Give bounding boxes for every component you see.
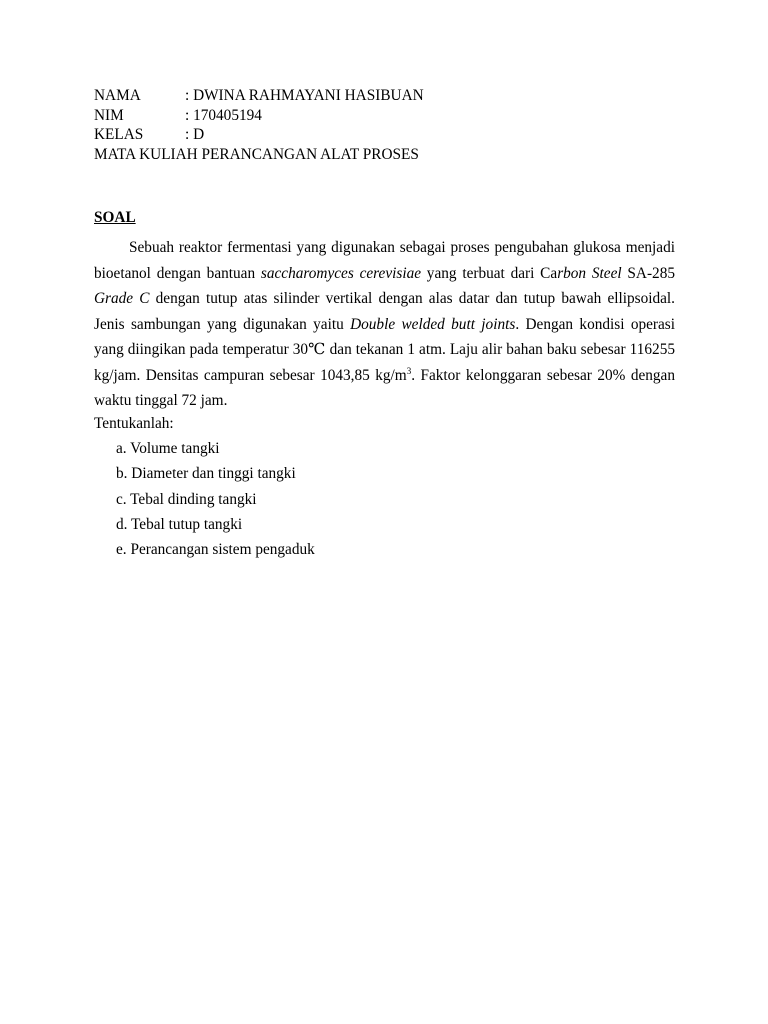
nim-label: NIM: [94, 106, 124, 124]
paragraph-text-5: . Dengan kondisi operasi yang diingikan pada temperatur 30℃ dan tekanan 1 atm. Laju alir bahan baku sebesar 116255 kg/jam. Densitas campuran sebesar 1043,85 kg/m: [94, 315, 675, 384]
list-item: e. Perancangan sistem pengaduk: [116, 541, 315, 559]
student-info: [94, 86, 424, 164]
soal-heading: SOAL: [94, 209, 136, 226]
paragraph-text-3: SA-285: [621, 264, 675, 282]
tentukan-label: Tentukanlah:: [94, 415, 174, 432]
nama-row: [94, 86, 424, 106]
list-item: b. Diameter dan tinggi tangki: [116, 465, 296, 483]
nama-label: NAMA: [94, 87, 141, 104]
paragraph-italic-organism: saccharomyces cerevisiae: [260, 264, 422, 282]
paragraph-italic-material: rbon Steel: [557, 264, 622, 282]
paragraph-text-1: Sebuah reaktor fermentasi yang digunakan sebagai proses pengubahan glukosa menjadi bioetanol dengan bantuan: [94, 239, 675, 282]
paragraph-text-2: yang terbuat dari Ca: [421, 264, 558, 282]
kelas-value: : D: [185, 126, 205, 143]
mata-kuliah: MATA KULIAH PERANCANGAN ALAT PROSES: [94, 145, 419, 163]
paragraph-text-6: . Faktor kelonggaran sebesar 20% dengan waktu tinggal 72 jam.: [94, 366, 675, 409]
nim-value: : 170405194: [185, 106, 262, 124]
nim-row: [94, 106, 424, 126]
list-item: c. Tebal dinding tangki: [116, 490, 257, 508]
kelas-label: KELAS: [94, 126, 144, 143]
paragraph-italic-joint: Double welded butt joints: [350, 315, 516, 333]
list-item: a. Volume tangki: [116, 440, 220, 457]
problem-paragraph: [94, 235, 675, 414]
kelas-row: [94, 125, 424, 145]
paragraph-text-4: dengan tutup atas silinder vertikal dengan alas datar dan tutup bawah ellipsoidal. Jenis sambungan yang digunakan yaitu: [94, 290, 675, 333]
nama-value: : DWINA RAHMAYANI HASIBUAN: [185, 87, 424, 104]
paragraph-superscript: 3: [406, 365, 412, 376]
list-item: d. Tebal tutup tangki: [116, 515, 243, 533]
paragraph-italic-grade: Grade C: [94, 290, 150, 307]
task-list: [116, 439, 315, 565]
